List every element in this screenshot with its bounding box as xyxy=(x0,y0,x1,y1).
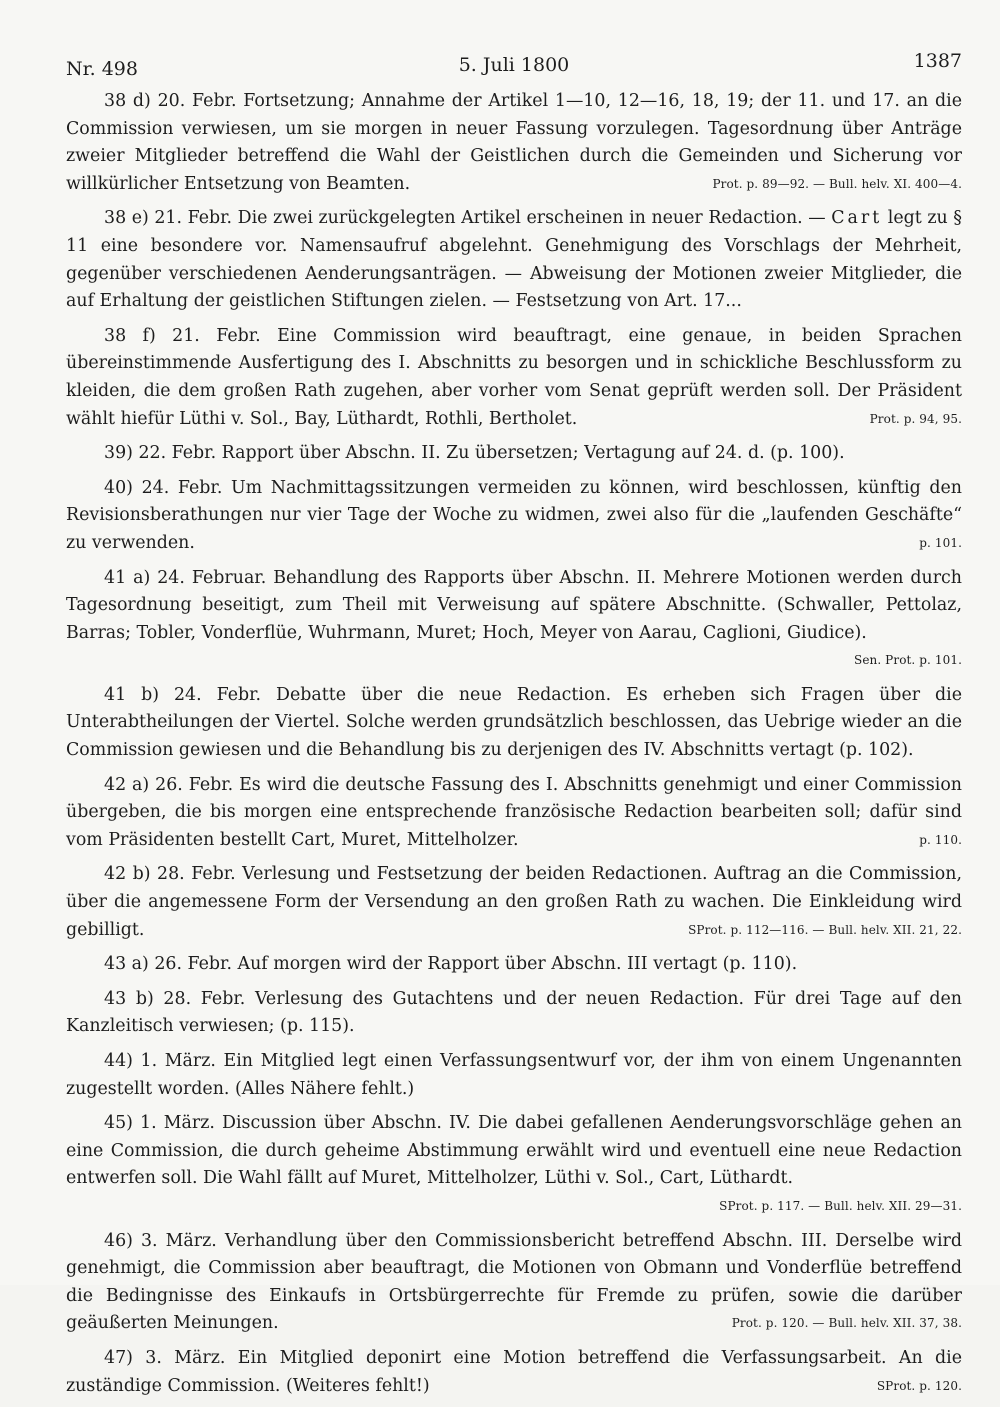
entry-citation: Prot. p. 94, 95. xyxy=(869,411,962,426)
entry-42b xyxy=(66,861,962,944)
entry-46 xyxy=(66,1228,962,1338)
entry-text: 38 d) 20. Febr. Fortsetzung; Annahme der Artikel 1—10, 12—16, 18, 19; der 11. und 17. an die Commission verwiesen, um sie morgen in neuer Fassung vorzulegen. Tagesordnung über Anträge zweier Mitglieder betreffend die Wahl der Geistlichen durch die Gemeinden und Sicherung vor willkürlicher Entsetzung von Beamten. xyxy=(66,91,962,194)
entry-text: legt zu § 11 eine besondere vor. Namensaufruf abgelehnt. Genehmigung des Vorschlags der Mehrheit, gegenüber verschiedenen Aenderungsanträgen. — Abweisung der Motionen zweier Mitglieder, die auf Erhaltung der geistlichen Stiftungen zielen. — Festsetzung von Art. 17... xyxy=(66,208,963,312)
entry-text: 42 b) 28. Febr. Verlesung und Festsetzung der beiden Redactionen. Auftrag an die Commission, über die angemessene Form der Versendung an den großen Rath zu wachen. Die Einkleidung wird gebilligt. xyxy=(66,864,962,940)
entry-text: 41 a) 24. Februar. Behandlung des Rapports über Abschn. II. Mehrere Motionen werden durch Tagesordnung beseitigt, zum Theil mit Verweisung auf spätere Abschnitte. (Schwaller, Pettolaz, Barras; Tobler, Vonderflüe, Wuhrmann, Muret; Hoch, Meyer von Aarau, Caglioni, Giudice). xyxy=(66,567,962,643)
entry-text: 40) 24. Febr. Um Nachmittagssitzungen vermeiden zu können, wird beschlossen, künftig den Revisionsberathungen nur vier Tage der Woche zu widmen, zwei also für die „laufenden Geschäfte“ zu verwenden. xyxy=(66,477,962,553)
entry-text: 43 b) 28. Febr. Verlesung des Gutachtens und der neuen Redaction. Für drei Tage auf den Kanzleitisch verwiesen; (p. 115). xyxy=(66,988,962,1037)
entry-43a xyxy=(66,951,962,979)
entry-citation: Sen. Prot. p. 101. xyxy=(854,653,962,668)
entry-citation: Prot. p. 120. — Bull. helv. XII. 37, 38. xyxy=(731,1316,962,1331)
entry-citation: SProt. p. 120. xyxy=(876,1378,962,1393)
header-date: 5. Juli 1800 xyxy=(458,54,570,76)
entry-text: 43 a) 26. Febr. Auf morgen wird der Rapport über Abschn. III vertagt (p. 110). xyxy=(104,954,798,975)
entry-38f xyxy=(66,323,962,433)
entry-38e xyxy=(66,205,962,315)
entry-41b xyxy=(66,682,962,765)
entry-39 xyxy=(66,440,962,468)
entry-38d xyxy=(66,88,962,198)
entry-citation: SProt. p. 112—116. — Bull. helv. XII. 21, 22. xyxy=(688,922,962,937)
entry-text: 45) 1. März. Discussion über Abschn. IV. Die dabei gefallenen Aenderungsvorschläge gehen an eine Commission, die durch geheime Abstimmung erwählt wird und eventuell eine neue Redaction entwerfen soll. Die Wahl fällt auf Muret, Mittelholzer, Lüthi v. Sol., Cart, Lüthardt. xyxy=(66,1113,962,1189)
entry-text: 47) 3. März. Ein Mitglied deponirt eine Motion betreffend die Verfassungsarbeit. An die zuständige Commission. (Weiteres fehlt!) xyxy=(66,1347,962,1396)
page-header xyxy=(66,50,962,80)
entry-40 xyxy=(66,475,962,558)
entry-text: 39) 22. Febr. Rapport über Abschn. II. Zu übersetzen; Vertagung auf 24. d. (p. 100). xyxy=(104,443,845,464)
page-number: 1387 xyxy=(913,50,962,72)
entry-text: 38 f) 21. Febr. Eine Commission wird beauftragt, eine genaue, in beiden Sprachen übereinstimmende Ausfertigung des I. Abschnitts zu besorgen und in schickliche Beschlussform zu kleiden, die dem großen Rath zugehen, aber vorher vom Senat geprüft werden soll. Der Präsident wählt hiefür Lüthi v. Sol., Bay, Lüthardt, Rothli, Bertholet. xyxy=(66,325,962,429)
spaced-name: Cart xyxy=(831,208,883,229)
document-body xyxy=(66,88,962,1407)
entry-text: 42 a) 26. Febr. Es wird die deutsche Fassung des I. Abschnitts genehmigt und einer Commission übergeben, die bis morgen eine entsprechende französische Redaction bearbeiten soll; dafür sind vom Präsidenten bestellt Cart, Muret, Mittelholzer. xyxy=(66,774,962,850)
entry-citation: Prot. p. 89—92. — Bull. helv. XI. 400—4. xyxy=(712,176,962,191)
entry-text: 44) 1. März. Ein Mitglied legt einen Verfassungsentwurf vor, der ihm von einem Ungenannten zugestellt worden. (Alles Nähere fehlt.) xyxy=(66,1051,962,1099)
entry-text: 41 b) 24. Febr. Debatte über die neue Redaction. Es erheben sich Fragen über die Unterabtheilungen der Viertel. Solche werden grundsätzlich beschlossen, das Uebrige wieder an die Commission gewiesen und die Behandlung bis zu derjenigen des IV. Abschnitts vertagt (p. 102). xyxy=(66,684,962,761)
entry-43b xyxy=(66,986,962,1041)
entry-42a xyxy=(66,772,962,855)
entry-41a xyxy=(66,565,962,675)
entry-citation: p. 101. xyxy=(919,535,962,550)
entry-citation: p. 110. xyxy=(919,832,962,847)
entry-45 xyxy=(66,1110,962,1220)
document-number: Nr. 498 xyxy=(66,58,138,80)
entry-47 xyxy=(66,1345,962,1400)
entry-citation: SProt. p. 117. — Bull. helv. XII. 29—31. xyxy=(719,1198,962,1213)
entry-text: 46) 3. März. Verhandlung über den Commissionsbericht betreffend Abschn. III. Derselbe wird genehmigt, die Commission aber beauftragt, die Motionen von Obmann und Vonderflüe betreffend die Bedingnisse des Einkaufs in Ortsbürgerrechte für Fremde zu prüfen, sowie die darüber geäußerten Meinungen. xyxy=(66,1230,962,1334)
entry-text: 38 e) 21. Febr. Die zwei zurückgelegten Artikel erscheinen in neuer Redaction. — xyxy=(104,208,832,229)
entry-44 xyxy=(66,1048,962,1103)
